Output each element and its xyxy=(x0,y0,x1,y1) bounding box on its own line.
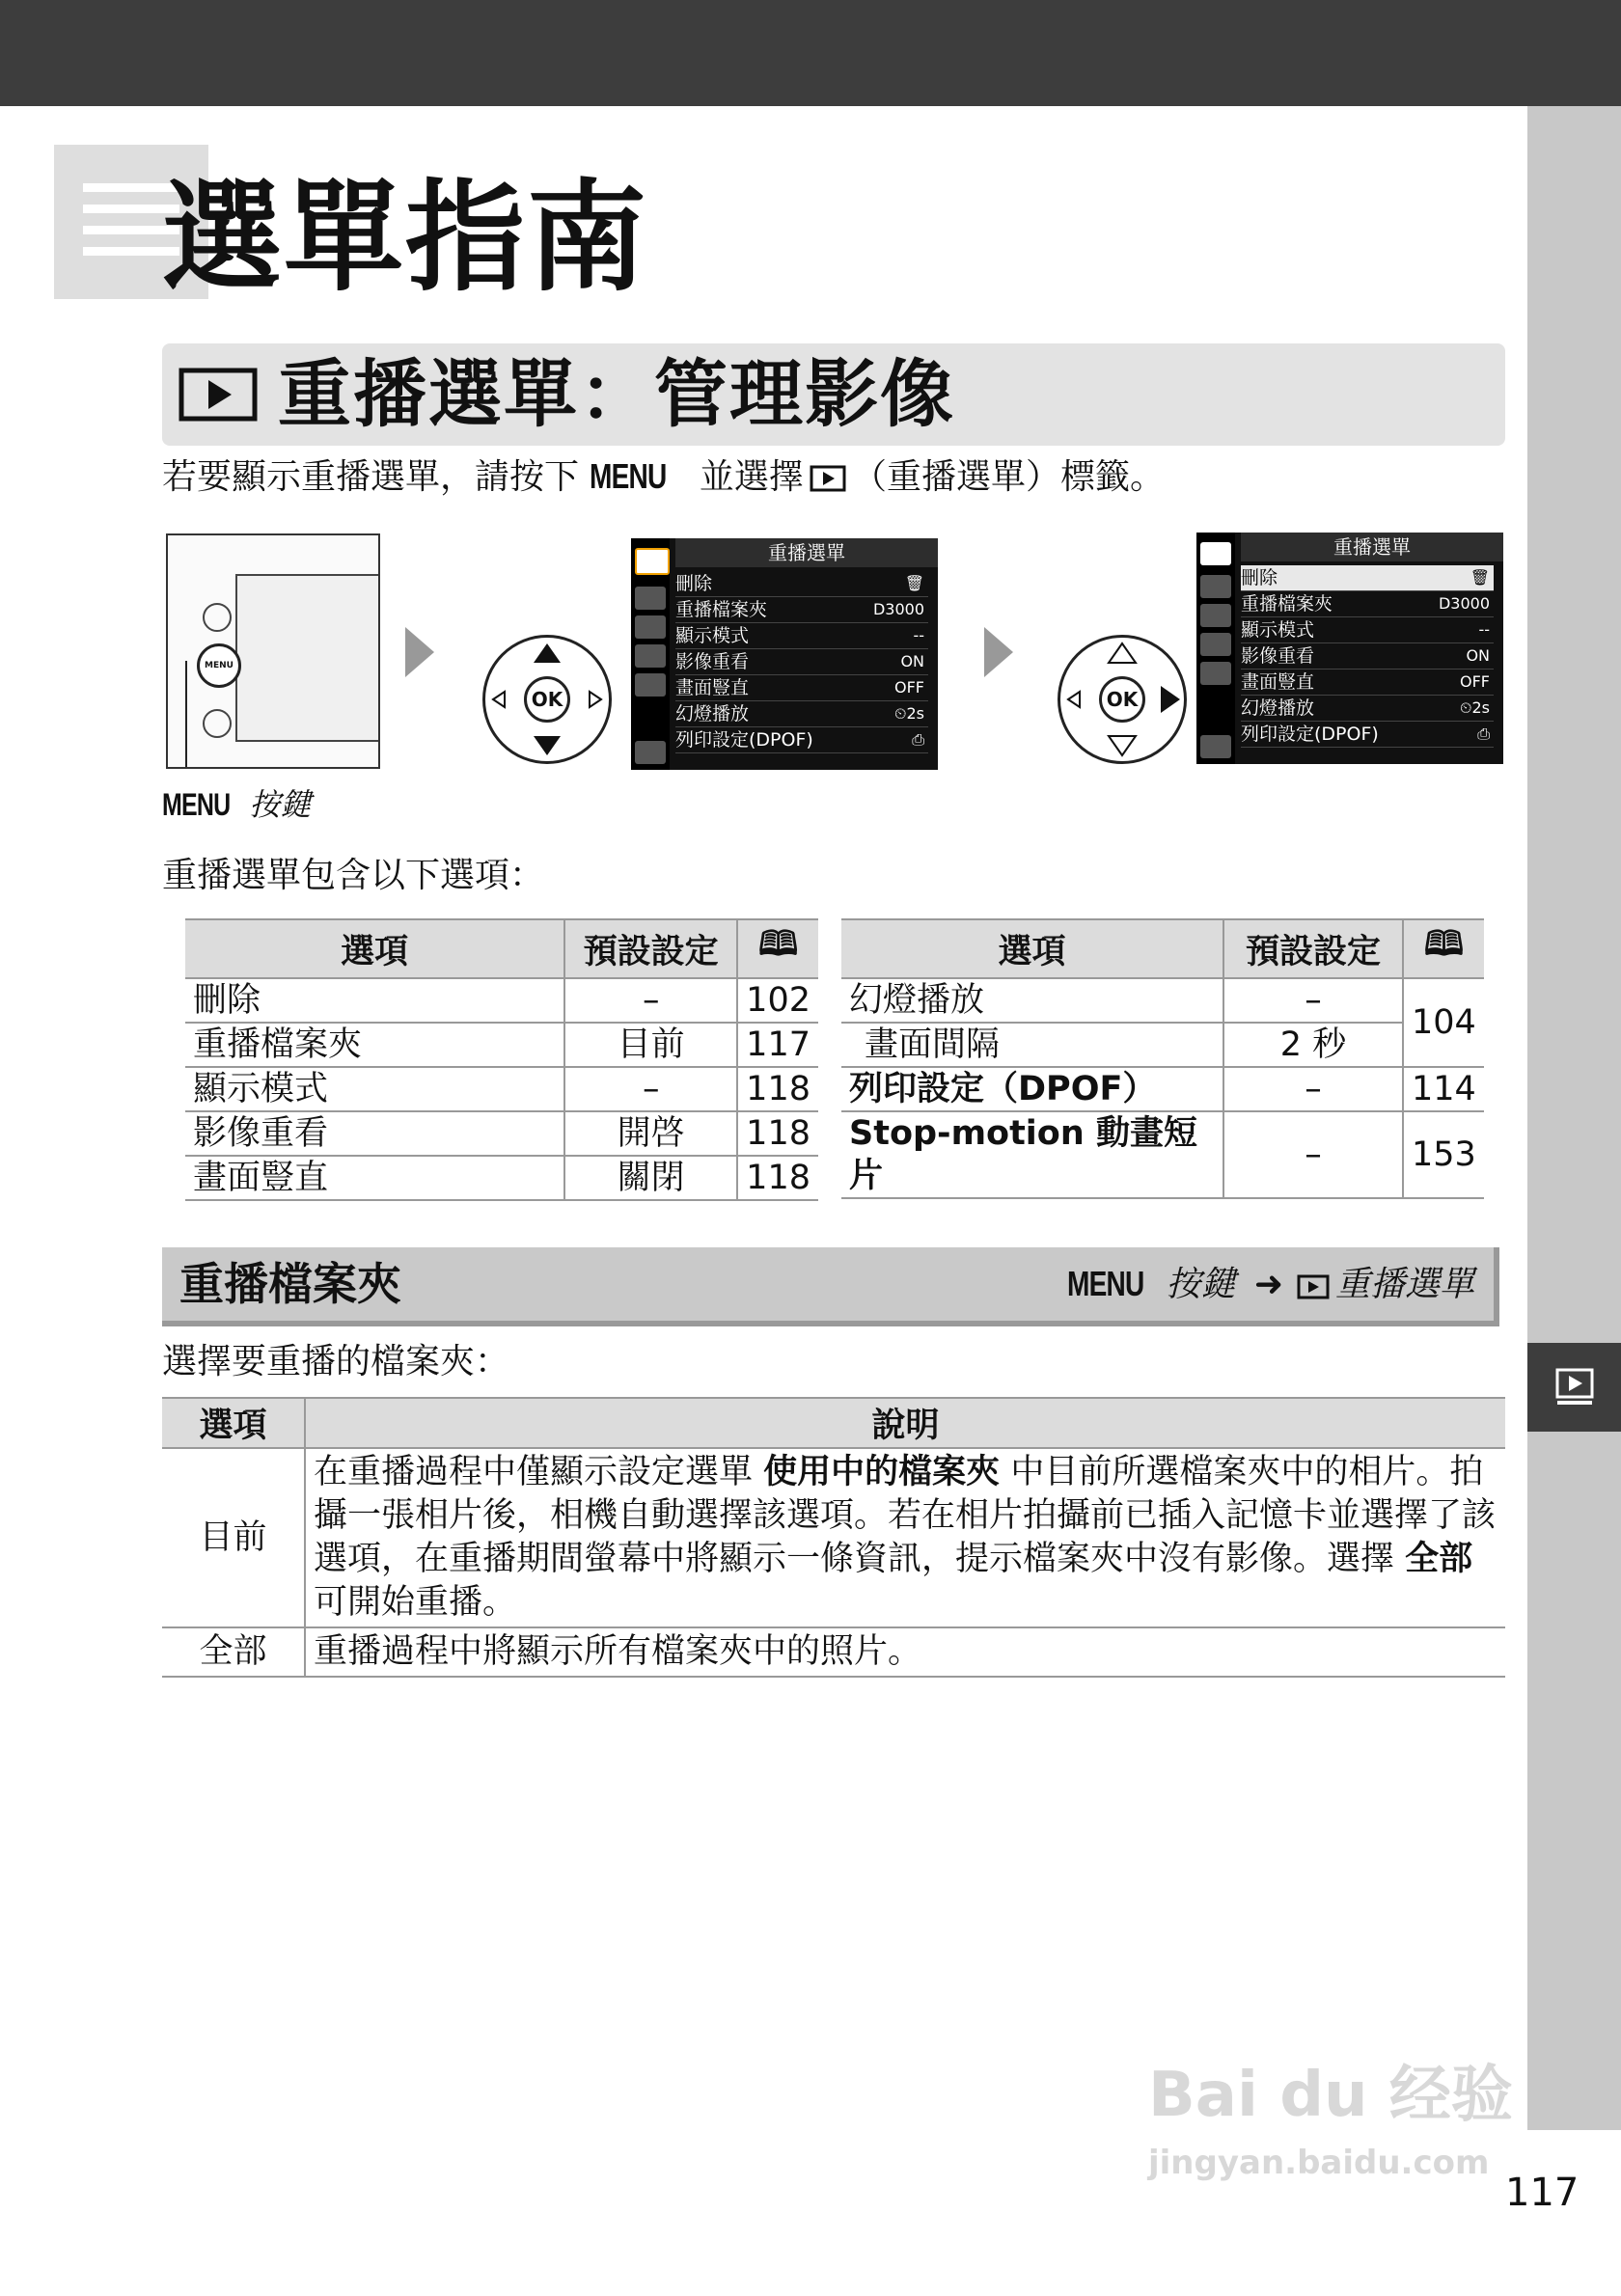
col-option: 選項 xyxy=(185,919,564,978)
table-row: 重播檔案夾 目前 117 xyxy=(185,1023,818,1067)
shooting-tab-icon xyxy=(635,587,666,610)
page-title: 選單指南 xyxy=(162,169,649,308)
table-row: 畫面間隔 2 秒 xyxy=(841,1023,1484,1067)
col-page: 🕮 xyxy=(1403,919,1484,978)
camera-back-illustration xyxy=(166,533,380,769)
retouch-tab-icon xyxy=(635,644,666,668)
table-row: 顯示模式 – 118 xyxy=(185,1067,818,1111)
retouch-tab-icon xyxy=(1200,633,1231,656)
subsection-header xyxy=(162,1247,1499,1326)
arrow-right-icon: ➜ xyxy=(1253,1265,1283,1304)
playback-tab-icon xyxy=(810,465,846,492)
playback-icon xyxy=(178,367,259,423)
step-arrow-icon xyxy=(984,627,1013,677)
camera-screen-2: 重播選單 刪除 🗑 重播檔案夾 D3000 顯示模式 -- 影像重看 ON 畫面豎直 OFF 幻燈播放 ⏲2s 列印設定(DPOF) ⎙ xyxy=(1196,533,1503,764)
playback-menu-icon xyxy=(1552,1364,1598,1410)
menu-key-label: MENU xyxy=(590,456,668,496)
help-icon xyxy=(1200,735,1231,758)
section-title: 重播選單：管理影像 xyxy=(278,351,955,437)
subsection-title: 重播檔案夾 xyxy=(179,1258,401,1310)
col-default: 預設設定 xyxy=(1223,919,1403,978)
table-row: 幻燈播放 – 104 xyxy=(841,978,1484,1023)
table-row: Stop-motion 動畫短片 – 153 xyxy=(841,1111,1484,1198)
page-number: 117 xyxy=(1505,2171,1580,2215)
menu-button-caption: MENU 按鍵 xyxy=(162,786,312,823)
setup-tab-icon xyxy=(1200,604,1231,627)
recent-tab-icon xyxy=(1200,662,1231,685)
description-table xyxy=(162,1397,1505,1678)
table-row: 刪除 – 102 xyxy=(185,978,818,1023)
playback-tab-icon xyxy=(1200,542,1231,565)
watermark: Bai du 经验 jingyan.baidu.com xyxy=(1148,2060,1513,2182)
table-row: 列印設定（DPOF） – 114 xyxy=(841,1067,1484,1111)
ok-button: OK xyxy=(524,676,570,723)
section-header xyxy=(162,343,1505,446)
camera-menu-button: MENU xyxy=(197,643,241,688)
help-icon xyxy=(635,741,666,764)
ok-button: OK xyxy=(1099,676,1145,723)
subsection-intro: 選擇要重播的檔案夾： xyxy=(162,1342,510,1381)
options-table-right xyxy=(841,918,1484,1199)
col-description: 說明 xyxy=(305,1398,1505,1448)
col-option: 選項 xyxy=(841,919,1223,978)
side-tab-playback xyxy=(1527,1343,1621,1432)
shooting-tab-icon xyxy=(1200,575,1231,598)
table-row: 畫面豎直 關閉 118 xyxy=(185,1156,818,1200)
step-arrow-icon xyxy=(405,627,434,677)
multi-selector-dial xyxy=(482,635,612,764)
table-row: 目前 在重播過程中僅顯示設定選單 使用中的檔案夾 中目前所選檔案夾中的相片。拍攝一張相片後，相機自動選擇該選項。若在相片拍攝前已插入記憶卡並選擇了該選項，在重播期間螢幕中將顯示一條資訊，提示檔案夾中沒有影像。選擇 全部 可開始重播。 xyxy=(162,1448,1505,1627)
top-bar xyxy=(0,0,1621,106)
playback-tab-icon xyxy=(635,548,670,575)
recent-tab-icon xyxy=(635,673,666,697)
section-intro: 若要顯示重播選單，請按下 MENU 並選擇 （重播選單）標籤。 xyxy=(162,456,1165,497)
table-row: 影像重看 開啓 118 xyxy=(185,1111,818,1156)
col-default: 預設設定 xyxy=(564,919,737,978)
camera-screen-1: 重播選單 刪除 🗑 重播檔案夾 D3000 顯示模式 -- 影像重看 ON 畫面豎直 OFF 幻燈播放 ⏲2s 列印設定(DPOF) ⎙ xyxy=(631,538,938,770)
col-option: 選項 xyxy=(162,1398,305,1448)
options-intro: 重播選單包含以下選項： xyxy=(162,856,545,895)
setup-tab-icon xyxy=(635,615,666,639)
multi-selector-dial xyxy=(1058,635,1187,764)
table-row: 全部 重播過程中將顯示所有檔案夾中的照片。 xyxy=(162,1627,1505,1677)
side-thumb-tab xyxy=(1527,106,1621,2130)
playback-tab-icon xyxy=(1297,1274,1330,1299)
col-page: 🕮 xyxy=(737,919,818,978)
menu-path: MENU 按鍵 ➜ 重播選單 xyxy=(1067,1264,1474,1304)
options-table-left xyxy=(185,918,818,1201)
